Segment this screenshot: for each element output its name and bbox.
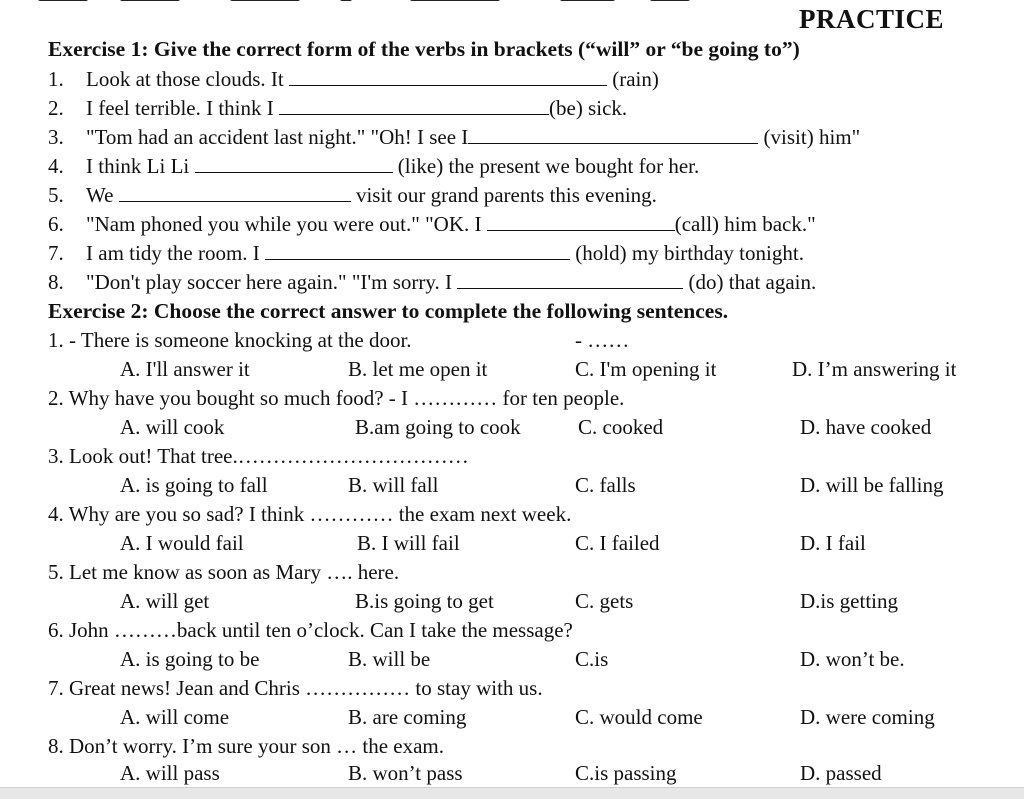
option-d[interactable]: D. will be falling bbox=[800, 473, 944, 497]
option-a[interactable]: A. will come bbox=[120, 705, 230, 729]
question-text: 1. - There is someone knocking at the door. bbox=[48, 328, 412, 352]
answer-blank[interactable] bbox=[457, 270, 683, 289]
option-c[interactable]: C. cooked bbox=[578, 415, 664, 439]
exercise1-item: 8. "Don't play soccer here again." "I'm sorry. I (do) that again. bbox=[48, 270, 817, 294]
option-a[interactable]: A. will cook bbox=[120, 415, 225, 439]
question-text: 3. Look out! That tree.…………………………… bbox=[48, 444, 469, 468]
question-extra: - …… bbox=[575, 328, 630, 352]
option-a[interactable]: A. I would fail bbox=[120, 531, 244, 555]
answer-blank[interactable] bbox=[289, 67, 607, 86]
answer-blank[interactable] bbox=[119, 183, 351, 202]
page-title: PRACTICE bbox=[798, 4, 944, 34]
option-c[interactable]: C. would come bbox=[575, 705, 703, 729]
option-b[interactable]: B.is going to get bbox=[355, 589, 494, 613]
question-text: 7. Great news! Jean and Chris …………… to stay with us. bbox=[48, 676, 543, 700]
exercise1-item: 2. I feel terrible. I think I (be) sick. bbox=[48, 96, 628, 120]
exercise1-heading: Exercise 1: Give the correct form of the verbs in brackets (“will” or “be going to”) bbox=[48, 37, 800, 61]
option-d[interactable]: D. passed bbox=[800, 761, 882, 785]
option-c[interactable]: C. I'm opening it bbox=[575, 357, 717, 381]
option-b[interactable]: B. let me open it bbox=[348, 357, 488, 381]
option-b[interactable]: B.am going to cook bbox=[355, 415, 521, 439]
option-b[interactable]: B. will fall bbox=[348, 473, 439, 497]
item-number: 3. bbox=[48, 125, 64, 149]
answer-blank[interactable] bbox=[468, 125, 758, 144]
item-number: 4. bbox=[48, 154, 64, 178]
option-a[interactable]: A. is going to be bbox=[120, 647, 260, 671]
exercise1-item: 6. "Nam phoned you while you were out." "OK. I (call) him back." bbox=[48, 212, 816, 236]
option-d[interactable]: D. I’m answering it bbox=[792, 357, 957, 381]
option-b[interactable]: B. won’t pass bbox=[348, 761, 463, 785]
item-number: 1. bbox=[48, 67, 64, 91]
exercise2-heading: Exercise 2: Choose the correct answer to complete the following sentences. bbox=[48, 299, 729, 323]
exercise1-item: 7. I am tidy the room. I (hold) my birthday tonight. bbox=[48, 241, 804, 265]
question-text: 8. Don’t worry. I’m sure your son … the exam. bbox=[48, 734, 445, 758]
exercise1-item: 1. Look at those clouds. It (rain) bbox=[48, 67, 659, 91]
answer-blank[interactable] bbox=[195, 154, 393, 173]
question-text: 5. Let me know as soon as Mary …. here. bbox=[48, 560, 400, 584]
answer-blank[interactable] bbox=[279, 96, 549, 115]
item-number: 8. bbox=[48, 270, 64, 294]
option-c[interactable]: C.is passing bbox=[575, 761, 677, 785]
option-b[interactable]: B. are coming bbox=[348, 705, 467, 729]
question-text: 4. Why are you so sad? I think ………… the exam next week. bbox=[48, 502, 572, 526]
option-d[interactable]: D. won’t be. bbox=[800, 647, 905, 671]
option-a[interactable]: A. will get bbox=[120, 589, 210, 613]
option-b[interactable]: B. I will fail bbox=[357, 531, 460, 555]
option-c[interactable]: C. I failed bbox=[575, 531, 660, 555]
option-a[interactable]: A. I'll answer it bbox=[120, 357, 250, 381]
item-number: 7. bbox=[48, 241, 64, 265]
item-number: 6. bbox=[48, 212, 64, 236]
item-number: 2. bbox=[48, 96, 64, 120]
option-b[interactable]: B. will be bbox=[348, 647, 431, 671]
option-c[interactable]: C.is bbox=[575, 647, 609, 671]
exercise1-item: 4. I think Li Li (like) the present we bought for her. bbox=[48, 154, 700, 178]
item-number: 5. bbox=[48, 183, 64, 207]
option-a[interactable]: A. is going to fall bbox=[120, 473, 268, 497]
option-a[interactable]: A. will pass bbox=[120, 761, 220, 785]
answer-blank[interactable] bbox=[487, 212, 675, 231]
exercise1-item: 3. "Tom had an accident last night." "Oh! I see I (visit) him" bbox=[48, 125, 861, 149]
option-d[interactable]: D.is getting bbox=[800, 589, 898, 613]
exercise1-item: 5. We visit our grand parents this evening. bbox=[48, 183, 657, 207]
option-d[interactable]: D. were coming bbox=[800, 705, 935, 729]
option-d[interactable]: D. have cooked bbox=[800, 415, 932, 439]
question-text: 6. John ………back until ten o’clock. Can I take the message? bbox=[48, 618, 573, 642]
answer-blank[interactable] bbox=[265, 241, 570, 260]
option-d[interactable]: D. I fail bbox=[800, 531, 866, 555]
question-text: 2. Why have you bought so much food? - I ………… for ten people. bbox=[48, 386, 625, 410]
bottom-edge-strip bbox=[0, 787, 1024, 799]
option-c[interactable]: C. falls bbox=[575, 473, 636, 497]
option-c[interactable]: C. gets bbox=[575, 589, 634, 613]
